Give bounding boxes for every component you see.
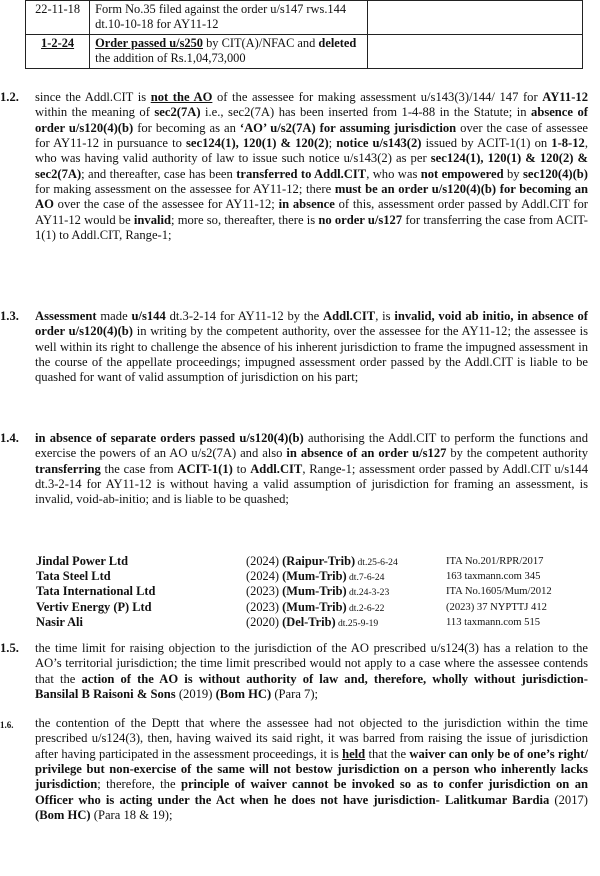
- paragraph-number: 1.6.: [0, 720, 14, 730]
- paragraph-1-6: [0, 716, 600, 823]
- table-row: [26, 35, 583, 69]
- case-row: [36, 584, 588, 599]
- event-date: 22-11-18: [26, 1, 90, 35]
- paragraph-1-5: [0, 641, 600, 702]
- case-row: [36, 554, 588, 569]
- case-court: (2020) (Del-Trib) dt.25-9-19: [246, 614, 379, 629]
- event-extra: [368, 35, 583, 69]
- case-reference: 163 taxmann.com 345: [446, 571, 541, 583]
- paragraph-1-3: [0, 309, 600, 386]
- case-court: (2023) (Mum-Trib) dt.2-6-22: [246, 599, 385, 614]
- paragraph-text: since the Addl.CIT is not the AO of the assessee for making assessment u/s143(3)/144/ 147 for AY11-12 within the meaning of sec2(7A) i.e., sec2(7A) has been inserted from 1-4-88 in the Statute; in absence of order u/s120(4)(b) for becoming as an ‘AO’ u/s2(7A) for assuming jurisdiction over the case of assessee for AY11-12 in pursuance to sec124(1), 120(1) & 120(2); notice u/s143(2) issued by ACIT-1(1) on 1-8-12, who was having valid authority of law to issue such notice u/s143(2) as per sec124(1), 120(1) & 120(2) & sec2(7A); and thereafter, case has been transferred to Addl.CIT, who was not empowered by sec120(4)(b) for making assessment on the assessee for AY11-12; there must be an order u/s120(4)(b) for becoming an AO over the case of the assessee for AY11-12; in absence of this, assessment order passed by Addl.CIT for AY11-12 would be invalid; more so, thereafter, there is no order u/s127 for transferring the case from ACIT-1(1) to Addl.CIT, Range-1;: [35, 90, 589, 243]
- table-row: [26, 1, 583, 35]
- case-reference: ITA No.201/RPR/2017: [446, 556, 544, 567]
- case-reference: (2023) 37 NYPTTJ 412: [446, 601, 547, 613]
- paragraph-1-2: [0, 90, 600, 243]
- paragraph-text: Assessment made u/s144 dt.3-2-14 for AY11-12 by the Addl.CIT, is invalid, void ab initio, in absence of order u/s120(4)(b) in writing by the competent authority, over the assessee for the AY11-12; the assessee is well within its right to challenge the absence of his inherent jurisdiction to frame the impugned assessment in the course of the appellate proceedings; impugned assessment order passed by the Addl.CIT is liable to be quashed for want of valid assumption of jurisdiction on his part;: [35, 309, 588, 385]
- paragraph-text: the contention of the Deptt that where the assessee had not objected to the jurisdiction within the time prescribed u/s124(3), then, having waived its said right, it was barred from raising the issue of jurisdiction after having participated in the assessment proceedings, it is held that the waiver can only be of one’s right/ privilege but non-exercise of the same will not bestow jurisdiction on a person who inherently lacks jurisdiction; therefore, the principle of waiver cannot be invoked so as to confer jurisdiction on an Officer who is acting under the Act when he does not have jurisdiction- Lalitkumar Bardia (2017) (Bom HC) (Para 18 & 19);: [35, 716, 588, 823]
- event-extra: [368, 1, 583, 35]
- case-name: Tata International Ltd: [36, 584, 156, 599]
- case-court: (2023) (Mum-Trib) dt.24-3-23: [246, 584, 390, 599]
- case-row: [36, 600, 588, 615]
- events-table: [25, 0, 583, 69]
- case-name: Jindal Power Ltd: [36, 554, 129, 568]
- case-court: (2024) (Raipur-Trib) dt.25-6-24: [246, 554, 398, 568]
- case-name: Tata Steel Ltd: [36, 569, 111, 584]
- paragraph-number: 1.2.: [0, 90, 19, 104]
- case-name: Vertiv Energy (P) Ltd: [36, 599, 152, 614]
- paragraph-number: 1.4.: [0, 431, 19, 445]
- case-citations: [36, 554, 588, 630]
- case-reference: 113 taxmann.com 515: [446, 616, 541, 628]
- case-row: [36, 569, 588, 584]
- event-description: Form No.35 filed against the order u/s147 rws.144 dt.10-10-18 for AY11-12: [90, 1, 368, 35]
- paragraph-text: in absence of separate orders passed u/s120(4)(b) authorising the Addl.CIT to perform the functions and exercise the powers of an AO u/s2(7A) and also in absence of an order u/s127 by the competent authority transferring the case from ACIT-1(1) to Addl.CIT, Range-1; assessment order passed by Addl.CIT u/s144 dt.3-2-14 for AY11-12 is without having a valid assumption of jurisdiction for framing an assessment, is invalid, void-ab-initio; and is liable to be quashed;: [35, 431, 588, 507]
- event-description: Order passed u/s250 by CIT(A)/NFAC and deleted the addition of Rs.1,04,73,000: [90, 35, 368, 69]
- case-reference: ITA No.1605/Mum/2012: [446, 586, 552, 598]
- paragraph-number: 1.5.: [0, 641, 19, 655]
- paragraph-number: 1.3.: [0, 309, 19, 323]
- case-name: Nasir Ali: [36, 614, 83, 629]
- paragraph-1-4: [0, 431, 600, 508]
- case-row: [36, 615, 588, 630]
- event-date: 1-2-24: [26, 35, 90, 69]
- paragraph-text: the time limit for raising objection to the jurisdiction of the AO prescribed u/s124(3) has a relation to the AO’s territorial jurisdiction; the time limit prescribed would not apply to a case where the assessee contends that the action of the AO is without authority of law and, therefore, wholly without jurisdiction- Bansilal B Raisoni & Sons (2019) (Bom HC) (Para 7);: [35, 641, 588, 702]
- case-court: (2024) (Mum-Trib) dt.7-6-24: [246, 569, 385, 584]
